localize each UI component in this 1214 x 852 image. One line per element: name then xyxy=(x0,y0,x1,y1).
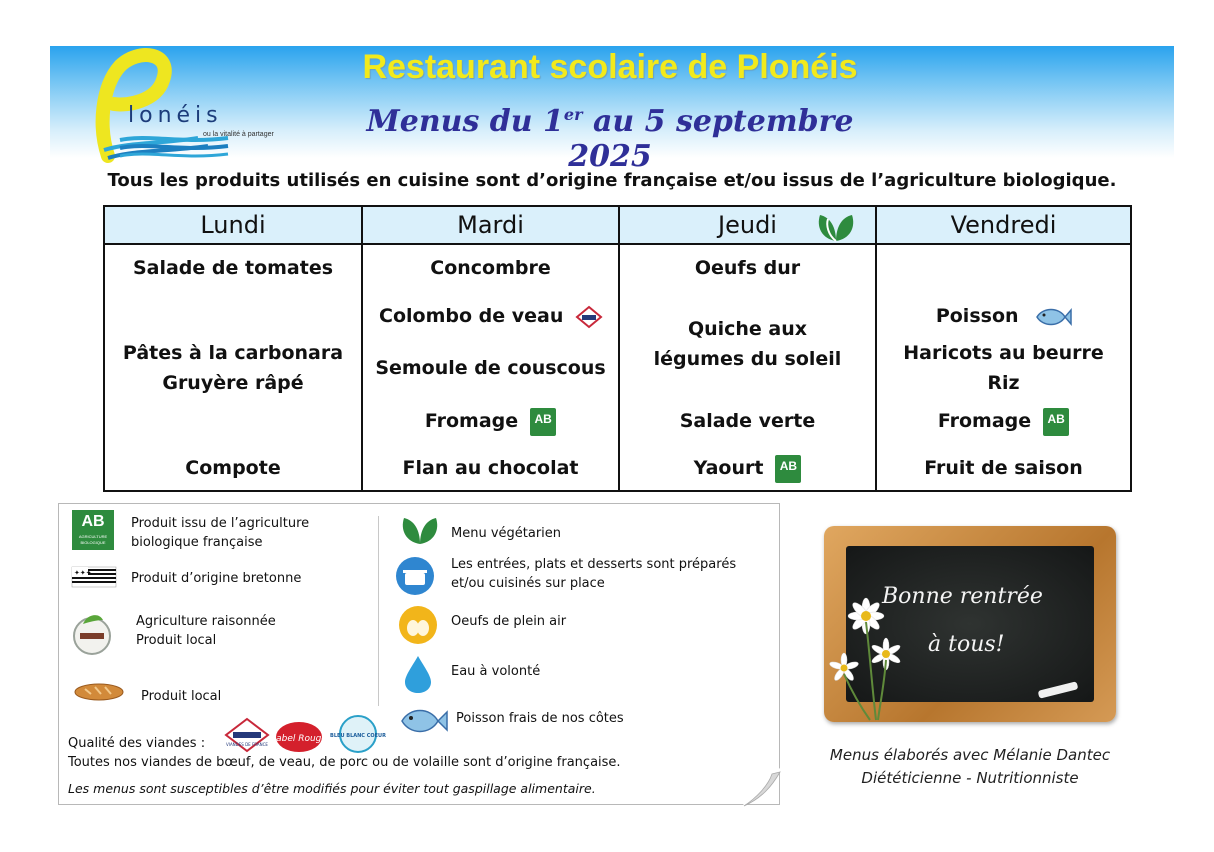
menu-table xyxy=(103,205,1132,492)
bleu-blanc-coeur-text: BLEU BLANC COEUR xyxy=(330,733,386,739)
vegetarian-menu-icon xyxy=(398,514,442,548)
day-column-vendredi xyxy=(875,207,1130,490)
vegetarian-menu-icon xyxy=(812,211,860,245)
day-header: Vendredi xyxy=(877,207,1130,245)
dish: Salade de tomates xyxy=(132,257,334,279)
dish: Quiche aux xyxy=(687,318,808,340)
meat-origin-text: Toutes nos viandes de bœuf, de veau, de porc ou de volaille sont d’origine française. xyxy=(68,755,621,770)
eggs-icon xyxy=(398,605,438,645)
legend-raisonnee: Agriculture raisonnée xyxy=(136,614,276,629)
dish: Salade verte xyxy=(679,410,816,432)
subtitle-start: Menus du 1 xyxy=(366,104,564,139)
dish: Poisson xyxy=(935,305,1019,327)
dish: Compote xyxy=(185,457,281,479)
day-column-mardi xyxy=(361,207,618,490)
ab-caption: AGRICULTURE BIOLOGIQUE xyxy=(78,534,108,545)
viandes-de-france-icon xyxy=(576,305,602,329)
dish: Colombo de veau xyxy=(379,305,564,327)
dish: Semoule de couscous xyxy=(375,357,606,379)
legend-breton: Produit d’origine bretonne xyxy=(131,571,302,586)
legend-homemade-line2: et/ou cuisinés sur place xyxy=(451,576,605,591)
chalk-stick xyxy=(1038,681,1079,698)
legend-eggs: Oeufs de plein air xyxy=(451,614,567,629)
legend-water: Eau à volonté xyxy=(451,664,541,679)
credits xyxy=(800,744,1140,790)
logo-tagline: ou la vitalité à partager xyxy=(203,131,274,138)
svg-text:✦✦✦: ✦✦✦ xyxy=(74,569,92,577)
chalkboard-image xyxy=(824,526,1116,722)
cooking-pot-icon xyxy=(395,556,435,596)
dish: Fromage xyxy=(937,410,1032,432)
logo-waves-icon xyxy=(120,134,230,164)
label-rouge-text: Label Rouge xyxy=(271,734,327,744)
organic-ab-icon: AB xyxy=(1043,408,1069,436)
organic-ab-icon: AB xyxy=(775,455,801,483)
page-subtitle xyxy=(330,104,890,174)
fish-icon xyxy=(400,704,448,738)
legend-homemade-line1: Les entrées, plats et desserts sont préparés xyxy=(451,557,737,572)
legend-organic-line1: Produit issu de l’agriculture xyxy=(131,516,310,531)
day-header xyxy=(620,207,875,245)
page-curl-decoration xyxy=(742,768,782,808)
legend-vegetarian: Menu végétarien xyxy=(451,526,562,541)
dish: Riz xyxy=(987,372,1020,394)
dish: Concombre xyxy=(430,257,551,279)
dish: Haricots au beurre xyxy=(903,342,1104,364)
label-rouge-icon xyxy=(271,720,327,754)
legend-local: Produit local xyxy=(136,633,217,648)
legend-panel xyxy=(58,503,780,805)
day-header: Mardi xyxy=(363,207,618,245)
organic-ab-icon: AB xyxy=(530,408,556,436)
dish: Flan au chocolat xyxy=(402,457,579,479)
fish-icon xyxy=(1035,305,1071,329)
viandes-de-france-text: VIANDES DE FRANCE xyxy=(226,742,268,747)
viandes-de-france-icon xyxy=(224,717,270,753)
breton-flag-icon xyxy=(72,567,116,587)
credits-line1: Menus élaborés avec Mélanie Dantec xyxy=(829,746,1111,764)
subtitle-superscript: er xyxy=(563,105,583,124)
page-title: Restaurant scolaire de Plonéis xyxy=(362,48,858,86)
dish: Gruyère râpé xyxy=(162,372,304,394)
dish-with-icon xyxy=(877,406,1130,436)
subtitle-end: au 5 septembre 2025 xyxy=(568,104,854,174)
disclaimer-text: Les menus sont susceptibles d’être modifiés pour éviter tout gaspillage alimentaire. xyxy=(68,781,596,796)
logo-word: lonéis xyxy=(128,103,223,128)
dish: Yaourt xyxy=(693,457,764,479)
meat-quality-label: Qualité des viandes : xyxy=(68,736,206,751)
credits-line2: Diététicienne - Nutritionniste xyxy=(861,769,1079,787)
bleu-blanc-coeur-icon xyxy=(330,714,386,754)
dish-with-icon xyxy=(363,406,618,436)
dish: Oeufs dur xyxy=(694,257,801,279)
dish: Fromage xyxy=(424,410,519,432)
agriculture-raisonnee-icon xyxy=(69,610,115,656)
legend-local-bread: Produit local xyxy=(141,689,222,704)
chalk-line-2: à tous! xyxy=(928,632,1005,657)
ab-letters: AB xyxy=(81,513,105,530)
daisy-flowers-icon xyxy=(826,596,916,722)
water-drop-icon xyxy=(401,654,435,694)
legend-divider xyxy=(378,516,379,706)
day-column-lundi xyxy=(105,207,361,490)
day-header-label: Jeudi xyxy=(718,211,777,239)
dish-with-icon xyxy=(363,301,618,331)
day-header: Lundi xyxy=(105,207,361,245)
dish: légumes du soleil xyxy=(653,348,842,370)
day-column-jeudi xyxy=(618,207,875,490)
dish: Pâtes à la carbonara xyxy=(122,342,344,364)
chalk-line-1: Bonne rentrée xyxy=(882,584,1043,609)
legend-organic-line2: biologique française xyxy=(131,535,263,550)
dish-with-icon xyxy=(620,453,875,483)
bread-icon xyxy=(73,682,125,702)
organic-ab-icon xyxy=(72,510,114,550)
intro-text: Tous les produits utilisés en cuisine sont d’origine française et/ou issus de l’agriculture biologique. xyxy=(107,170,1117,191)
dish: Fruit de saison xyxy=(924,457,1083,479)
dish-with-icon xyxy=(877,301,1130,331)
legend-fish: Poisson frais de nos côtes xyxy=(456,711,624,726)
